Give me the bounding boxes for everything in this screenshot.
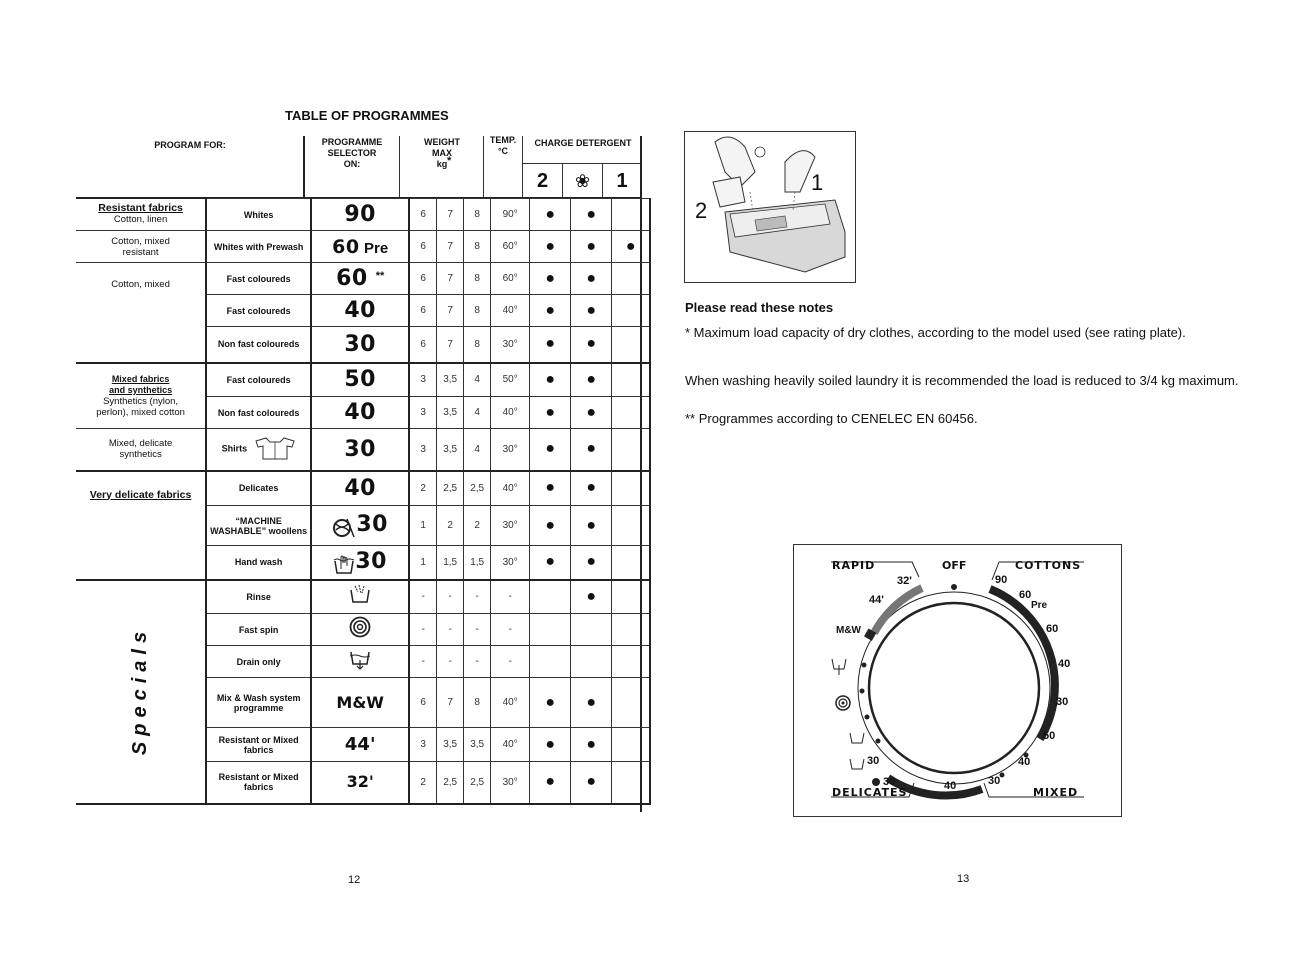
weight-value: 1 <box>409 506 437 546</box>
program-name: Resistant or Mixed fabrics <box>206 762 311 804</box>
table-row <box>76 231 650 263</box>
temp-value: - <box>491 646 530 678</box>
detergent-dot: ● <box>571 263 612 295</box>
program-name: Non fast coloureds <box>206 327 311 363</box>
weight-value: 6 <box>409 327 437 363</box>
header-detergent: CHARGE DETERGENT <box>534 138 632 148</box>
category-mixed <box>76 363 206 429</box>
dial-m40: 40 <box>1018 756 1031 768</box>
selector-value: 90 <box>311 199 409 231</box>
detergent-dot: ● <box>530 397 571 429</box>
detergent-dot <box>612 327 651 363</box>
detergent-dot <box>612 614 651 646</box>
weight-value: 7 <box>437 295 464 327</box>
weight-value: - <box>409 580 437 614</box>
selector-value: 30 <box>311 429 409 471</box>
page-number-right: 13 <box>957 873 970 885</box>
weight-value: - <box>464 614 491 646</box>
dial-m30: 30 <box>988 775 1001 787</box>
drain-icon <box>349 648 371 670</box>
program-name: Fast coloureds <box>206 363 311 397</box>
program-name: Non fast coloureds <box>206 397 311 429</box>
table-row <box>76 263 650 295</box>
temp-value: - <box>491 614 530 646</box>
selector-value: 30 <box>311 546 409 580</box>
detergent-dot: ● <box>571 678 612 728</box>
weight-value: 7 <box>437 231 464 263</box>
weight-value: 1 <box>409 546 437 580</box>
selector-value: M&W <box>311 678 409 728</box>
weight-value: - <box>437 614 464 646</box>
program-name: Whites <box>206 199 311 231</box>
detergent-dot: ● <box>571 327 612 363</box>
detergent-dot: ● <box>530 363 571 397</box>
weight-value: 7 <box>437 199 464 231</box>
dial-label-off: OFF <box>942 559 967 572</box>
detergent-dot <box>612 728 651 762</box>
program-name: Resistant or Mixed fabrics <box>206 728 311 762</box>
weight-value: 2,5 <box>437 762 464 804</box>
compartment-1: 1 <box>616 170 628 192</box>
detergent-dot: ● <box>571 728 612 762</box>
weight-value: 8 <box>464 678 491 728</box>
dial-d40: 40 <box>944 780 957 792</box>
temp-value: 30° <box>491 762 530 804</box>
weight-value: 2,5 <box>464 471 491 506</box>
category-resistant <box>76 199 206 231</box>
weight-value: 3 <box>409 363 437 397</box>
detergent-dot <box>530 614 571 646</box>
category-specials: Specials <box>76 580 206 804</box>
selector-value <box>311 614 409 646</box>
programmes-table <box>76 198 651 805</box>
weight-value: 3 <box>409 728 437 762</box>
category-title: Resistant fabrics <box>98 202 183 215</box>
shirt-icon <box>254 437 296 461</box>
weight-value: 1,5 <box>464 546 491 580</box>
category-title: and synthetics <box>109 384 173 395</box>
selector-value: 40 <box>311 397 409 429</box>
wool-icon <box>332 515 356 539</box>
weight-value: 4 <box>464 363 491 397</box>
detergent-dot: ● <box>571 762 612 804</box>
selector-value: 32' <box>311 762 409 804</box>
weight-value: - <box>437 646 464 678</box>
note-cenelec: ** Programmes according to CENELEC EN 60456. <box>685 411 978 426</box>
program-name: Whites with Prewash <box>206 231 311 263</box>
weight-value: 2,5 <box>464 762 491 804</box>
program-name: Mix & Wash system programme <box>206 678 311 728</box>
weight-value: 6 <box>409 231 437 263</box>
temp-value: 30° <box>491 506 530 546</box>
page-number-left: 12 <box>348 874 361 886</box>
selector-value: 40 <box>311 295 409 327</box>
weight-star: * <box>447 155 452 167</box>
compartment-2: 2 <box>536 170 549 192</box>
detergent-dot <box>612 678 651 728</box>
dial-32: 32' <box>897 575 912 587</box>
selector-value <box>311 580 409 614</box>
detergent-dot <box>571 614 612 646</box>
category-sub: Synthetics (nylon, perlon), mixed cotton <box>96 395 185 418</box>
weight-value: 3,5 <box>464 728 491 762</box>
detergent-dot: ● <box>530 762 571 804</box>
temp-value: 30° <box>491 429 530 471</box>
detergent-dot <box>612 471 651 506</box>
program-name: Drain only <box>206 646 311 678</box>
program-name: Fast coloureds <box>206 295 311 327</box>
detergent-dot: ● <box>571 231 612 263</box>
weight-value: 3,5 <box>437 397 464 429</box>
dial-c60-pre: 60 <box>1019 589 1032 601</box>
spin-icon <box>349 616 371 638</box>
selector-value <box>311 646 409 678</box>
weight-value: 8 <box>464 263 491 295</box>
table-row <box>76 429 650 471</box>
table-row <box>76 363 650 397</box>
detergent-dot <box>612 429 651 471</box>
selector-value: 30 <box>311 506 409 546</box>
detergent-dot <box>612 506 651 546</box>
selector-value: 50 <box>311 363 409 397</box>
detergent-dot: ● <box>571 397 612 429</box>
program-name: Delicates <box>206 471 311 506</box>
weight-value: 3,5 <box>437 429 464 471</box>
detergent-dot: ● <box>530 678 571 728</box>
detergent-dot: ● <box>530 231 571 263</box>
weight-value: 3,5 <box>437 363 464 397</box>
detergent-dot <box>612 762 651 804</box>
dial-d30-hand: 30 <box>867 755 880 767</box>
detergent-dot: ● <box>571 429 612 471</box>
detergent-dot <box>530 580 571 614</box>
temp-value: 40° <box>491 471 530 506</box>
detergent-dot: ● <box>571 295 612 327</box>
dial-44: 44' <box>869 594 884 606</box>
detergent-dot: ● <box>571 363 612 397</box>
temp-value: 30° <box>491 327 530 363</box>
note-soiled-laundry: When washing heavily soiled laundry it is recommended the load is reduced to 3/4 kg maximum. <box>685 373 1239 388</box>
dial-c30: 30 <box>1056 696 1069 708</box>
selector-value: 44' <box>311 728 409 762</box>
weight-value: 2 <box>464 506 491 546</box>
detergent-dot: ● <box>571 471 612 506</box>
weight-value: 1,5 <box>437 546 464 580</box>
temp-value: 30° <box>491 546 530 580</box>
temp-value: 60° <box>491 263 530 295</box>
compartment-flower-icon: ❀ <box>574 171 591 191</box>
weight-value: - <box>437 580 464 614</box>
dial-label-mixed: MIXED <box>1033 786 1079 799</box>
category-very-delicate: Very delicate fabrics <box>76 471 206 580</box>
weight-value: 3 <box>409 429 437 471</box>
temp-value: 40° <box>491 678 530 728</box>
table-row <box>76 199 650 231</box>
selector-value: 30 <box>311 327 409 363</box>
detergent-dot: ● <box>571 199 612 231</box>
dial-m50: 50 <box>1043 730 1056 742</box>
detergent-dot: ● <box>571 546 612 580</box>
table-title: TABLE OF PROGRAMMES <box>285 108 449 123</box>
detergent-dot: ● <box>571 580 612 614</box>
detergent-dot <box>612 263 651 295</box>
weight-value: 2,5 <box>437 471 464 506</box>
header-weight: WEIGHT MAX kg <box>424 137 460 169</box>
temp-value: 40° <box>491 295 530 327</box>
detergent-dot: ● <box>530 728 571 762</box>
detergent-dot <box>571 646 612 678</box>
category-title: Mixed fabrics <box>111 373 170 384</box>
weight-value: 8 <box>464 327 491 363</box>
weight-value: - <box>464 646 491 678</box>
dial-label-cottons: COTTONS <box>1015 559 1082 572</box>
program-name: Rinse <box>206 580 311 614</box>
dial-label-rapid: RAPID <box>832 559 876 572</box>
detergent-dot: ● <box>530 546 571 580</box>
temp-value: 60° <box>491 231 530 263</box>
drawer-label-1: 1 <box>811 170 824 195</box>
detergent-dot: ● <box>530 263 571 295</box>
detergent-dot: ● <box>530 327 571 363</box>
temp-value: 90° <box>491 199 530 231</box>
temp-value: 50° <box>491 363 530 397</box>
weight-value: 7 <box>437 263 464 295</box>
selector-value: 40 <box>311 471 409 506</box>
note-max-load: * Maximum load capacity of dry clothes, according to the model used (see rating plate). <box>685 325 1186 340</box>
header-temp: TEMP. °C <box>489 135 517 156</box>
weight-value: 2 <box>409 762 437 804</box>
weight-value: 8 <box>464 295 491 327</box>
dial-mw: M&W <box>836 625 861 636</box>
detergent-dot <box>612 363 651 397</box>
detergent-dot: ● <box>530 295 571 327</box>
detergent-dot <box>612 580 651 614</box>
dial-c40: 40 <box>1058 658 1071 670</box>
weight-value: - <box>409 646 437 678</box>
weight-value: 4 <box>464 429 491 471</box>
detergent-dot <box>530 646 571 678</box>
dial-label-delicates: DELICATES <box>832 786 908 799</box>
detergent-dot: ● <box>612 231 651 263</box>
weight-value: 8 <box>464 231 491 263</box>
drawer-label-2: 2 <box>695 198 708 223</box>
detergent-dot: ● <box>530 471 571 506</box>
header-selector: PROGRAMME SELECTOR ON: <box>321 137 383 169</box>
weight-value: - <box>464 580 491 614</box>
weight-value: - <box>409 614 437 646</box>
temp-value: 40° <box>491 728 530 762</box>
weight-value: 7 <box>437 678 464 728</box>
detergent-dot: ● <box>530 199 571 231</box>
weight-value: 2 <box>437 506 464 546</box>
program-name-shirts: Shirts <box>206 429 311 471</box>
selector-value: 60 ** <box>311 263 409 295</box>
table-row <box>76 471 650 506</box>
weight-value: 7 <box>437 327 464 363</box>
detergent-dot <box>612 646 651 678</box>
detergent-dot <box>612 199 651 231</box>
weight-value: 6 <box>409 263 437 295</box>
rinse-icon <box>349 584 371 604</box>
dial-d30-wool: 30 <box>883 776 896 788</box>
category-cotton-mixed-resistant: Cotton, mixed resistant <box>76 231 206 263</box>
weight-value: 6 <box>409 678 437 728</box>
weight-value: 2 <box>409 471 437 506</box>
detergent-dot <box>612 397 651 429</box>
weight-value: 6 <box>409 295 437 327</box>
detergent-dot: ● <box>571 506 612 546</box>
program-name: Hand wash <box>206 546 311 580</box>
weight-value: 6 <box>409 199 437 231</box>
dial-pre: Pre <box>1031 600 1048 611</box>
category-cotton-mixed: Cotton, mixed <box>76 263 206 363</box>
notes-title: Please read these notes <box>685 300 834 315</box>
temp-value: 40° <box>491 397 530 429</box>
program-name: Fast coloureds <box>206 263 311 295</box>
table-row <box>76 580 650 614</box>
weight-value: 8 <box>464 199 491 231</box>
program-name: Fast spin <box>206 614 311 646</box>
programme-dial-diagram <box>793 544 1122 817</box>
detergent-drawer-illustration <box>684 131 856 283</box>
temp-value: - <box>491 580 530 614</box>
detergent-dot: ● <box>530 506 571 546</box>
weight-value: 3 <box>409 397 437 429</box>
detergent-dot: ● <box>530 429 571 471</box>
category-sub: Cotton, linen <box>113 214 168 226</box>
detergent-dot <box>612 546 651 580</box>
dial-c90: 90 <box>995 574 1008 586</box>
header-program-for: PROGRAM FOR: <box>154 140 226 150</box>
weight-value: 3,5 <box>437 728 464 762</box>
dial-c60: 60 <box>1046 623 1059 635</box>
detergent-dot <box>612 295 651 327</box>
category-mixed-delicate: Mixed, delicate synthetics <box>76 429 206 471</box>
selector-value: 60 Pre <box>311 231 409 263</box>
hand-wash-icon <box>333 553 355 575</box>
weight-value: 4 <box>464 397 491 429</box>
program-name: “MACHINE WASHABLE” woollens <box>206 506 311 546</box>
